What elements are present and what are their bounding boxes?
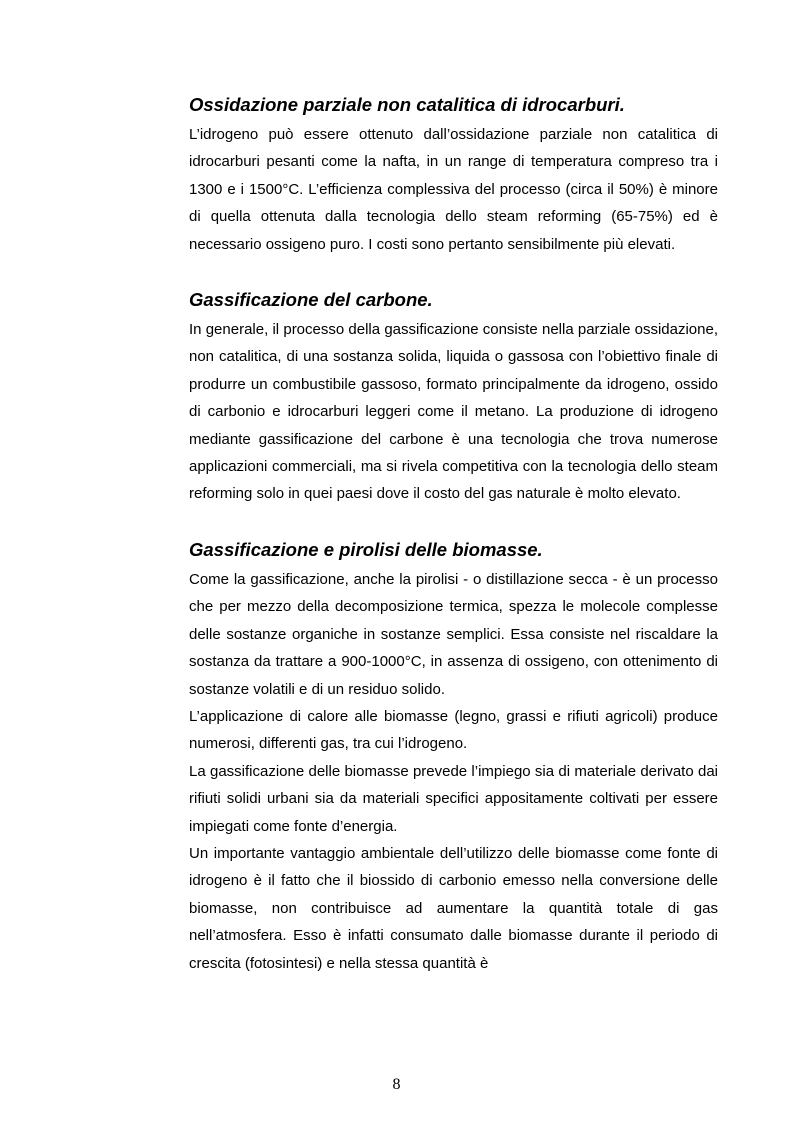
paragraph: Un importante vantaggio ambientale dell’utilizzo delle biomasse come fonte di idrogeno è il fatto che il biossido di carbonio emesso nella conversione delle biomasse, non contribuisce ad aumentare la quantità totale di gas nell’atmosfera. Esso è infatti consumato dalle biomasse durante il periodo di crescita (fotosintesi) e nella stessa quantità è [189,844,718,972]
paragraph: Come la gassificazione, anche la pirolisi - o distillazione secca - è un processo che per mezzo della decomposizione termica, spezza le molecole complesse delle sostanze organiche in sostanze semplici. Essa consiste nel riscaldare la sostanza da trattare a 900-1000°C, in assenza di ossigeno, con ottenimento di sostanze volatili e di un residuo solido. [189,570,718,698]
section-partial-oxidation [189,93,718,258]
document-page [189,93,718,1007]
paragraph: L’idrogeno può essere ottenuto dall’ossidazione parziale non catalitica di idrocarburi pesanti come la nafta, in un range di temperatura compreso tra i 1300 e i 1500°C. L’efficienza complessiva del processo (circa il 50%) è minore di quella ottenuta dalla tecnologia dello steam reforming (65-75%) ed è necessario ossigeno puro. I costi sono pertanto sensibilmente più elevati. [189,126,718,253]
section-heading: Gassificazione del carbone. [189,289,433,311]
section-heading: Ossidazione parziale non catalitica di idrocarburi. [189,94,625,115]
paragraph: La gassificazione delle biomasse prevede l’impiego sia di materiale derivato dai rifiuti solidi urbani sia da materiali specifici appositamente coltivati per essere impiegati come fonte d’energia. [189,762,718,835]
paragraph: L’applicazione di calore alle biomasse (legno, grassi e rifiuti agricoli) produce numerosi, differenti gas, tra cui l’idrogeno. [189,707,718,753]
paragraph: In generale, il processo della gassificazione consiste nella parziale ossidazione, non catalitica, di una sostanza solida, liquida o gassosa con l’obiettivo finale di produrre un combustibile gassoso, formato principalmente da idrogeno, ossido di carbonio e idrocarburi leggeri come il metano. La produzione di idrogeno mediante gassificazione del carbone è una tecnologia che trova numerose applicazioni commerciali, ma si rivela competitiva con la tecnologia dello steam reforming solo in quei paesi dove il costo del gas naturale è molto elevato. [189,321,718,503]
section-biomass-gasification [189,538,718,977]
page-number: 8 [392,1076,401,1093]
section-heading: Gassificazione e pirolisi delle biomasse. [189,538,543,560]
section-coal-gasification [189,288,718,508]
